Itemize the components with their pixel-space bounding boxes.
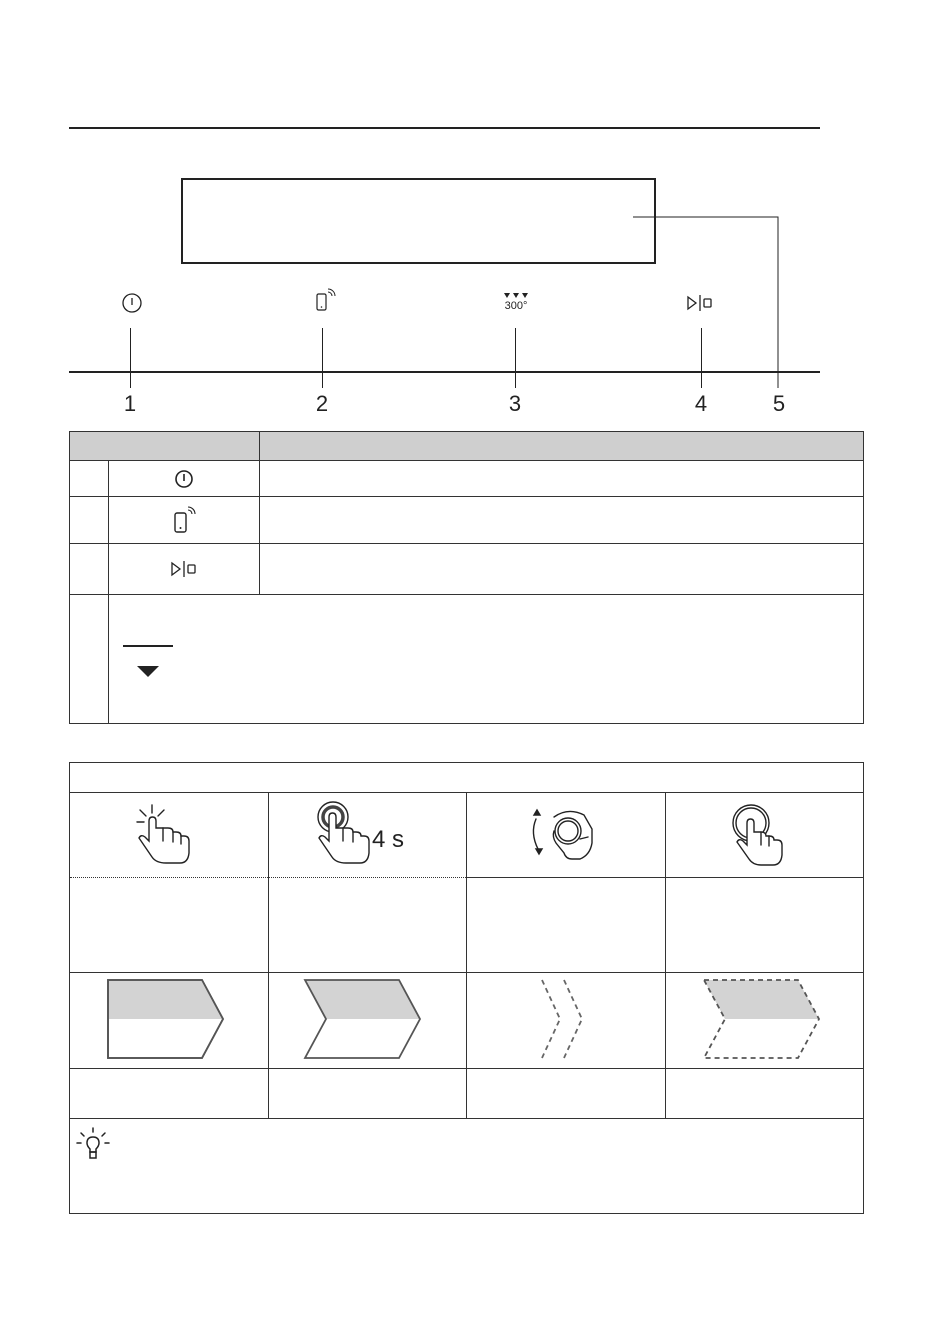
temperature-icon[interactable] xyxy=(498,292,534,312)
callout-1: 1 xyxy=(123,391,137,416)
display-window xyxy=(181,178,656,264)
row-number-cell xyxy=(70,497,109,544)
callout-4: 4 xyxy=(694,391,708,416)
underline-bar-icon xyxy=(123,645,173,647)
row-icon-cell xyxy=(109,497,260,544)
remote-start-icon[interactable] xyxy=(313,288,337,314)
callout-1-line xyxy=(130,328,131,388)
grid-line xyxy=(268,792,269,1118)
chevron-shape-icon xyxy=(303,978,425,1062)
row-display-cell xyxy=(109,595,864,724)
grid-line xyxy=(466,792,467,1118)
start-pause-icon[interactable] xyxy=(686,294,714,312)
rotate-gesture-icon xyxy=(528,803,602,867)
power-icon xyxy=(174,469,194,489)
grid-line xyxy=(70,1118,863,1119)
table-row xyxy=(70,595,864,724)
callout-5: 5 xyxy=(772,391,786,416)
header-cell-key xyxy=(70,432,260,461)
header-cell-description xyxy=(260,432,864,461)
row-description-cell xyxy=(260,461,864,497)
gesture-grid xyxy=(69,762,864,1214)
table-row xyxy=(70,461,864,497)
remote-start-icon xyxy=(171,505,197,535)
grid-line xyxy=(665,792,666,1118)
power-icon[interactable] xyxy=(121,292,143,314)
callout-3-line xyxy=(515,328,516,388)
top-rule xyxy=(69,127,820,129)
panel-rule xyxy=(69,371,820,373)
callout-2: 2 xyxy=(315,391,329,416)
row-number-cell xyxy=(70,595,109,724)
callout-4-line xyxy=(701,328,702,388)
dashed-double-chevron-icon xyxy=(540,978,590,1062)
press-gesture-icon xyxy=(725,801,787,873)
lightbulb-icon xyxy=(76,1127,110,1161)
row-icon-cell xyxy=(109,544,260,595)
row-number-cell xyxy=(70,461,109,497)
dashed-chevron-shape-icon xyxy=(702,978,824,1062)
solid-arrow-shape-icon xyxy=(106,978,226,1062)
down-triangle-icon xyxy=(137,666,159,678)
row-description-cell xyxy=(260,544,864,595)
hold-duration-label: 4 s xyxy=(372,826,405,853)
row-description-cell xyxy=(260,497,864,544)
triple-triangle-icon xyxy=(503,292,529,300)
callout-2-line xyxy=(322,328,323,388)
key-table-header xyxy=(70,432,864,461)
hold-gesture-icon xyxy=(315,799,375,871)
key-table xyxy=(69,431,864,724)
start-pause-icon xyxy=(169,560,199,578)
touch-gesture-icon xyxy=(136,801,196,871)
table-row xyxy=(70,497,864,544)
callout-3: 3 xyxy=(508,391,522,416)
table-row xyxy=(70,544,864,595)
row-icon-cell xyxy=(109,461,260,497)
temperature-label: 300° xyxy=(504,300,528,312)
row-number-cell xyxy=(70,544,109,595)
